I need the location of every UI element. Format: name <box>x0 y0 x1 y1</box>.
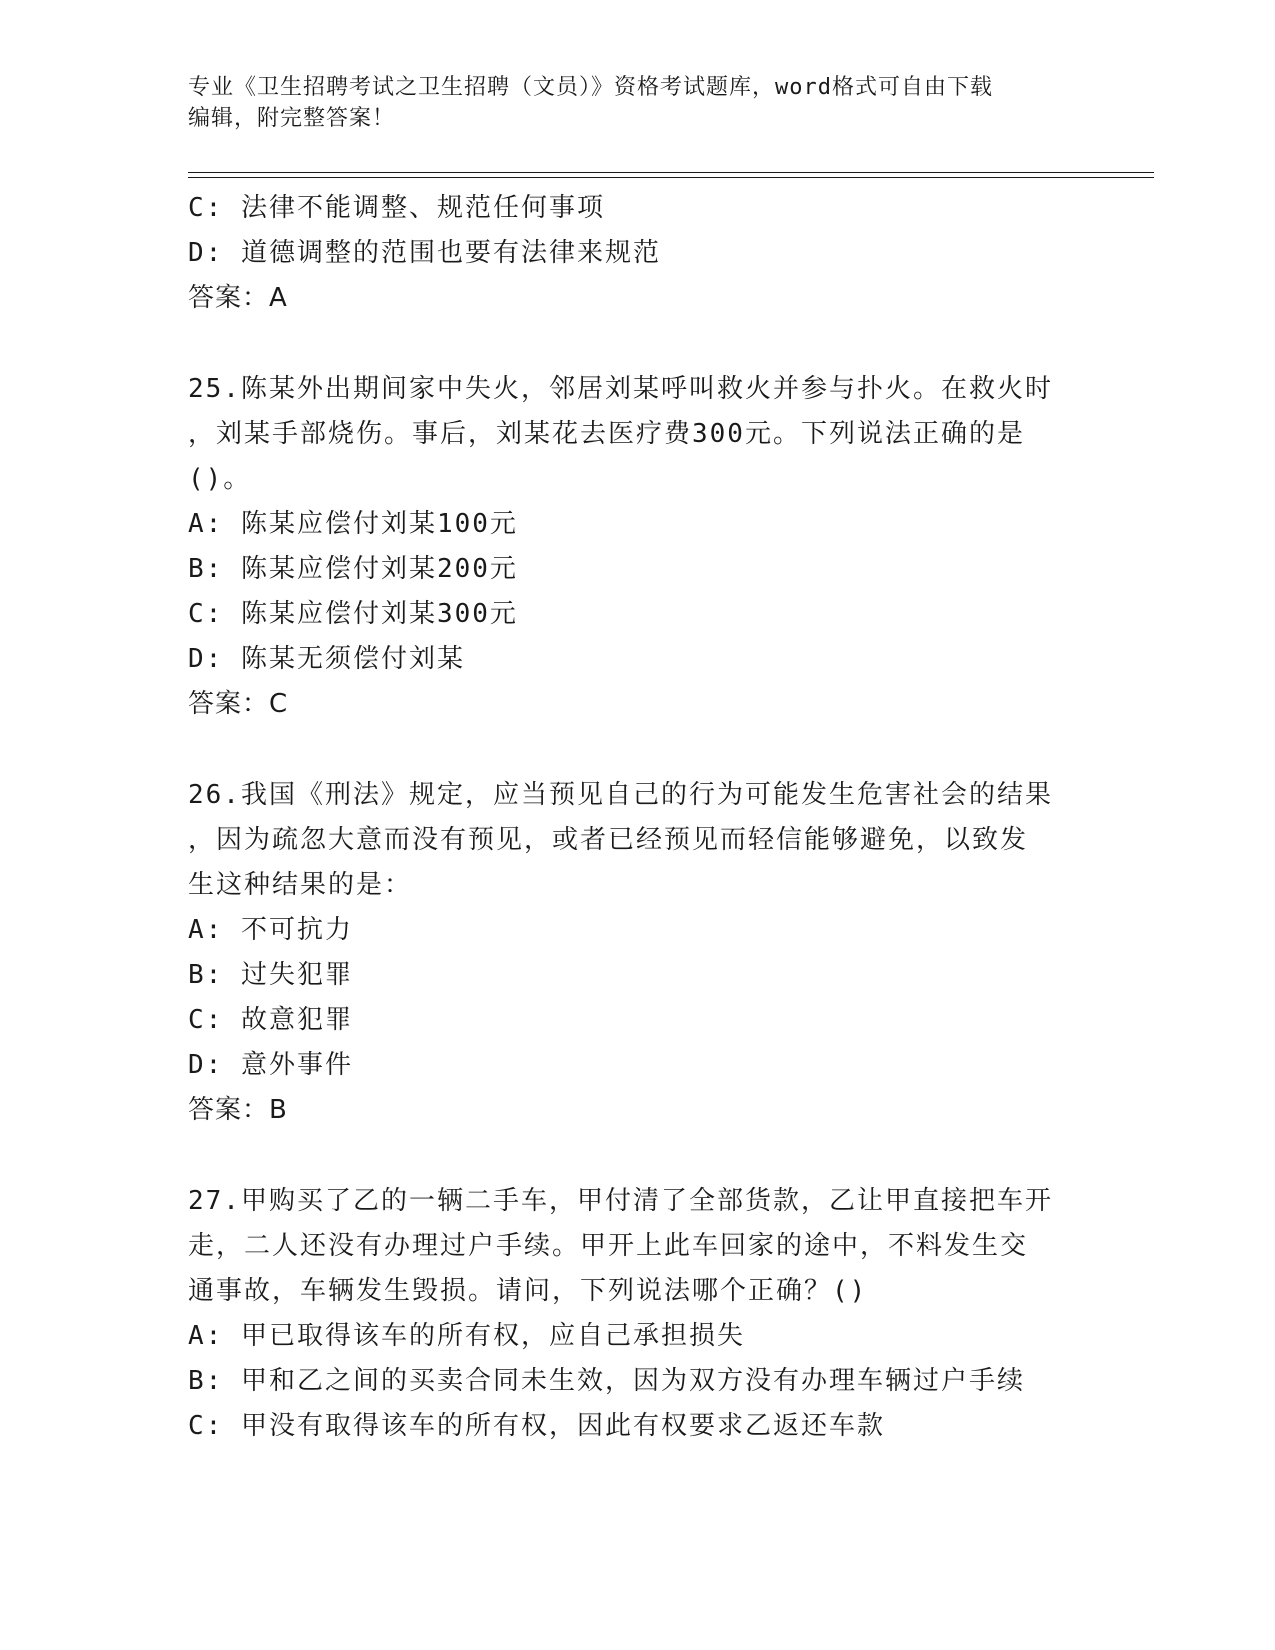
option-b: B: 过失犯罪 <box>188 960 353 990</box>
option-c: C: 陈某应偿付刘某300元 <box>188 599 518 629</box>
question-text-line: 27.甲购买了乙的一辆二手车，甲付清了全部货款，乙让甲直接把车开 <box>188 1186 1053 1216</box>
question-text-line: 生这种结果的是： <box>188 870 413 900</box>
option-c: C: 法律不能调整、规范任何事项 <box>188 193 605 223</box>
question-text-line: ，因为疏忽大意而没有预见，或者已经预见而轻信能够避免，以致发 <box>188 825 1029 855</box>
option-d: D: 意外事件 <box>188 1050 353 1080</box>
question-25 <box>188 367 1088 727</box>
answer: 答案：B <box>188 1095 288 1125</box>
option-d: D: 道德调整的范围也要有法律来规范 <box>188 238 661 268</box>
option-a: A: 甲已取得该车的所有权，应自己承担损失 <box>188 1321 745 1351</box>
question-text-line: ()。 <box>188 464 252 494</box>
question-text-line: 25.陈某外出期间家中失火，邻居刘某呼叫救火并参与扑火。在救火时 <box>188 374 1053 404</box>
answer: 答案：C <box>188 689 289 719</box>
header-line-2: 编辑，附完整答案！ <box>188 106 396 131</box>
document-body <box>188 186 1088 1449</box>
option-c: C: 甲没有取得该车的所有权，因此有权要求乙返还车款 <box>188 1411 885 1441</box>
header-rule-top <box>188 172 1154 173</box>
document-header <box>188 72 1088 134</box>
question-text-line: 走，二人还没有办理过户手续。甲开上此车回家的途中，不料发生交 <box>188 1231 1029 1261</box>
option-b: B: 陈某应偿付刘某200元 <box>188 554 518 584</box>
header-rule-bottom <box>188 177 1154 178</box>
question-text-line: 通事故，车辆发生毁损。请问，下列说法哪个正确？() <box>188 1276 868 1306</box>
prev-question <box>188 186 1088 321</box>
question-26 <box>188 773 1088 1133</box>
option-c: C: 故意犯罪 <box>188 1005 353 1035</box>
option-a: A: 陈某应偿付刘某100元 <box>188 509 518 539</box>
answer: 答案：A <box>188 283 288 313</box>
question-text-line: 26.我国《刑法》规定，应当预见自己的行为可能发生危害社会的结果 <box>188 780 1053 810</box>
option-a: A: 不可抗力 <box>188 915 353 945</box>
question-text-line: ，刘某手部烧伤。事后，刘某花去医疗费300元。下列说法正确的是 <box>188 419 1025 449</box>
question-27 <box>188 1179 1088 1449</box>
header-line-1: 专业《卫生招聘考试之卫生招聘（文员）》资格考试题库，word格式可自由下载 <box>188 75 993 100</box>
option-d: D: 陈某无须偿付刘某 <box>188 644 465 674</box>
option-b: B: 甲和乙之间的买卖合同未生效，因为双方没有办理车辆过户手续 <box>188 1366 1025 1396</box>
